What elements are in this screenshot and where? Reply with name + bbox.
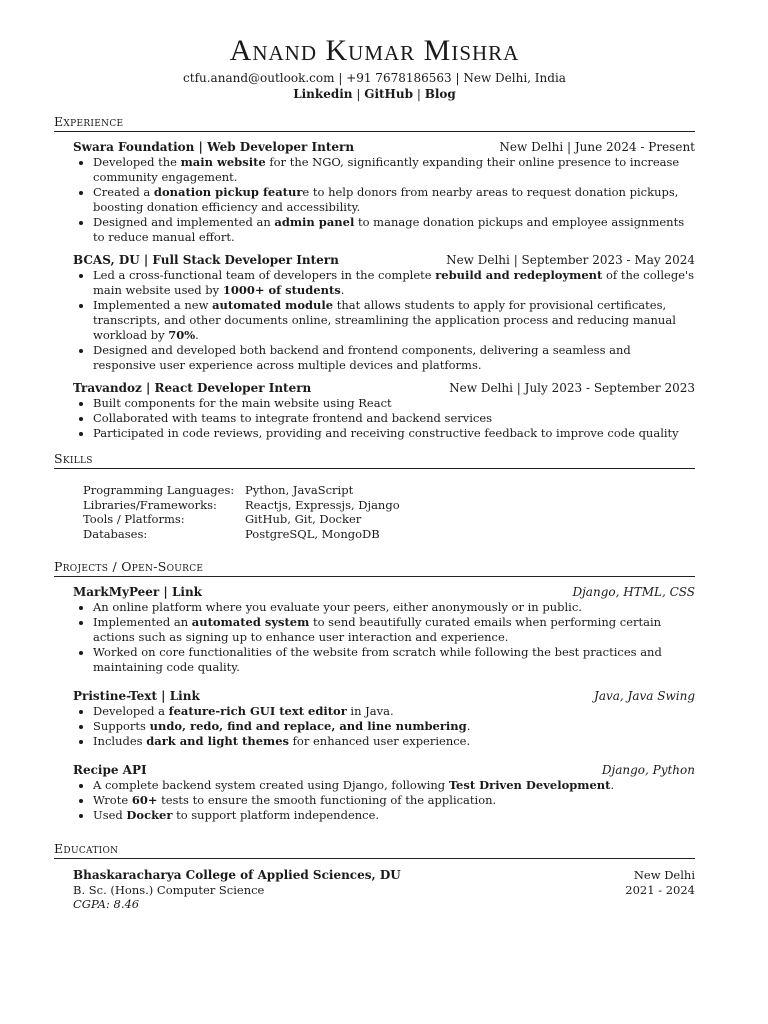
email-link[interactable]: ctfu.anand@outlook.com: [183, 71, 335, 85]
candidate-name: Anand Kumar Mishra: [229, 34, 520, 67]
bullet-item: [93, 343, 695, 373]
separator: |: [338, 71, 347, 85]
bullet-text: Implemented a new: [93, 298, 213, 312]
skill-values: GitHub, Git, Docker: [245, 512, 362, 526]
bullet-text: Wrote: [93, 793, 132, 807]
bullet-item: [93, 411, 695, 426]
bullet-highlight: 60+: [131, 793, 158, 807]
skill-row: [83, 483, 695, 498]
bullet-item: [93, 600, 695, 615]
bullet-text: Participated in code reviews, providing and receiving constructive feedback to improve code quality: [93, 426, 679, 440]
bullet-list: [73, 155, 695, 245]
bullet-text: Designed and implemented an: [93, 215, 275, 229]
school-name: Bhaskaracharya College of Applied Sciences, DU: [73, 868, 401, 882]
bullet-text: A complete backend system created using Django, following: [93, 778, 449, 792]
phone-number: +91 7678186563: [346, 71, 452, 85]
bullet-text: .: [610, 778, 615, 792]
bullet-text: .: [466, 719, 471, 733]
project-title[interactable]: Pristine-Text | Link: [73, 689, 200, 703]
bullet-item: [93, 215, 695, 245]
project-entry: [73, 688, 695, 749]
bullet-text: .: [195, 328, 199, 342]
bullet-text: to support platform independence.: [172, 808, 380, 822]
bullet-text: Used: [93, 808, 127, 822]
blog-link[interactable]: Blog: [424, 87, 456, 101]
bullet-highlight: Test Driven Development: [448, 778, 611, 792]
job-meta: New Delhi | July 2023 - September 2023: [449, 381, 695, 395]
linkedin-link[interactable]: Linkedin: [293, 87, 353, 101]
bullet-highlight: 70%: [168, 328, 196, 342]
school-location: New Delhi: [633, 868, 695, 882]
bullet-highlight: rebuild and redeployment: [435, 268, 603, 282]
bullet-text: tests to ensure the smooth functioning of the application.: [157, 793, 497, 807]
bullet-text: Worked on core functionalities of the website from scratch while following the best practices and maintaining code quality.: [93, 645, 662, 674]
bullet-text: Developed the: [93, 155, 181, 169]
bullet-item: [93, 396, 695, 411]
skill-category: Programming Languages:: [83, 483, 235, 497]
skill-values: Reactjs, Expressjs, Django: [245, 497, 400, 512]
bullet-list: [73, 268, 695, 373]
job-meta: New Delhi | June 2024 - Present: [499, 140, 695, 154]
bullet-highlight: automated module: [212, 298, 334, 312]
bullet-text: Led a cross-functional team of developers in the complete: [93, 268, 436, 282]
bullet-text: to manage donation pickups and employee assignments to reduce manual effort.: [93, 215, 685, 244]
separator: |: [352, 87, 365, 101]
separator: |: [413, 87, 425, 101]
profile-links: [54, 86, 695, 102]
skill-values: PostgreSQL, MongoDB: [245, 526, 380, 541]
bullet-list: [73, 778, 695, 823]
bullet-highlight: main website: [180, 155, 266, 169]
bullet-text: Built components for the main website using React: [93, 396, 392, 410]
project-entry: [73, 762, 695, 823]
bullet-text: in Java.: [346, 704, 394, 718]
bullet-item: [93, 808, 695, 823]
project-title[interactable]: Recipe API: [73, 763, 147, 777]
skill-category: Tools / Platforms:: [83, 512, 185, 526]
job-title: Swara Foundation | Web Developer Intern: [73, 140, 355, 154]
project-tech: Java, Java Swing: [594, 689, 695, 703]
bullet-item: [93, 793, 695, 808]
bullet-text: Developed a: [93, 704, 169, 718]
experience-entry: [73, 380, 695, 441]
bullet-item: [93, 778, 695, 793]
experience-entry: [73, 252, 695, 373]
bullet-text: Collaborated with teams to integrate frontend and backend services: [93, 411, 493, 425]
bullet-text: Includes: [93, 734, 147, 748]
bullet-item: [93, 734, 695, 749]
bullet-text: An online platform where you evaluate your peers, either anonymously or in public.: [93, 600, 582, 614]
entry-header: [73, 762, 695, 778]
section-title-projects: Projects / Open-Source: [54, 559, 695, 577]
bullet-item: [93, 155, 695, 185]
section-title-skills: Skills: [54, 451, 695, 469]
bullet-item: [93, 615, 695, 645]
degree-name: B. Sc. (Hons.) Computer Science: [73, 882, 265, 897]
resume-page: [54, 32, 695, 912]
cgpa-text: CGPA: 8.46: [73, 897, 140, 911]
bullet-text: e to help donors from nearby areas to request donation pickups, boosting donation efficiency and accessibility.: [93, 185, 679, 214]
job-title: BCAS, DU | Full Stack Developer Intern: [73, 253, 339, 267]
contact-line: [54, 70, 695, 86]
entry-header: [73, 380, 695, 396]
project-entry: [73, 584, 695, 675]
separator: |: [455, 71, 464, 85]
bullet-text: of the college's main website used by: [93, 268, 695, 297]
entry-header: [73, 252, 695, 268]
job-title: Travandoz | React Developer Intern: [73, 381, 312, 395]
job-meta: New Delhi | September 2023 - May 2024: [446, 253, 695, 267]
skill-row: [83, 512, 695, 527]
bullet-text: Created a: [93, 185, 154, 199]
bullet-highlight: dark and light themes: [146, 734, 289, 748]
skills-list: [83, 483, 695, 541]
bullet-list: [73, 396, 695, 441]
bullet-highlight: donation pickup featur: [153, 185, 303, 199]
entry-header: [73, 688, 695, 704]
bullet-text: .: [340, 283, 345, 297]
experience-list: [54, 139, 695, 441]
bullet-highlight: automated system: [191, 615, 310, 629]
bullet-item: [93, 704, 695, 719]
bullet-highlight: admin panel: [274, 215, 355, 229]
entry-header: [73, 584, 695, 600]
bullet-highlight: 1000+ of students: [222, 283, 341, 297]
bullet-item: [93, 426, 695, 441]
bullet-item: [93, 268, 695, 298]
bullet-text: Designed and developed both backend and frontend components, delivering a seamless and responsive user experience across multiple devices and platforms.: [93, 343, 631, 372]
bullet-item: [93, 298, 695, 343]
degree-years: 2021 - 2024: [625, 882, 695, 897]
project-tech: Django, HTML, CSS: [572, 585, 695, 599]
entry-header: [73, 139, 695, 155]
bullet-text: Implemented an: [93, 615, 192, 629]
bullet-text: Supports: [93, 719, 150, 733]
bullet-text: to send beautifully curated emails when performing certain actions such as signing up to enhance user interaction and experience.: [93, 615, 662, 644]
section-title-education: Education: [54, 841, 695, 859]
skill-row: [83, 498, 695, 513]
bullet-list: [73, 704, 695, 749]
skill-values: Python, JavaScript: [245, 483, 354, 497]
skill-row: [83, 527, 695, 542]
bullet-highlight: feature-rich GUI text editor: [168, 704, 347, 718]
bullet-item: [93, 645, 695, 675]
bullet-text: that allows students to apply for provisional certificates, transcripts, and other documents online, streamlining the application process and reducing manual workload by: [93, 298, 676, 342]
bullet-text: for the NGO, significantly expanding their online presence to increase community engagement.: [93, 155, 680, 184]
section-title-experience: Experience: [54, 114, 695, 132]
project-tech: Django, Python: [601, 763, 695, 777]
bullet-item: [93, 719, 695, 734]
location-text: New Delhi, India: [463, 71, 566, 85]
skill-category: Libraries/Frameworks:: [83, 497, 217, 512]
bullet-highlight: Docker: [126, 808, 173, 822]
github-link[interactable]: GitHub: [364, 87, 414, 101]
bullet-item: [93, 185, 695, 215]
skill-category: Databases:: [83, 526, 148, 541]
projects-list: [54, 584, 695, 823]
bullet-highlight: undo, redo, find and replace, and line numbering: [149, 719, 467, 733]
project-title[interactable]: MarkMyPeer | Link: [73, 585, 202, 599]
bullet-list: [73, 600, 695, 675]
experience-entry: [73, 139, 695, 245]
education-entry: [73, 868, 695, 912]
bullet-text: for enhanced user experience.: [289, 734, 471, 748]
